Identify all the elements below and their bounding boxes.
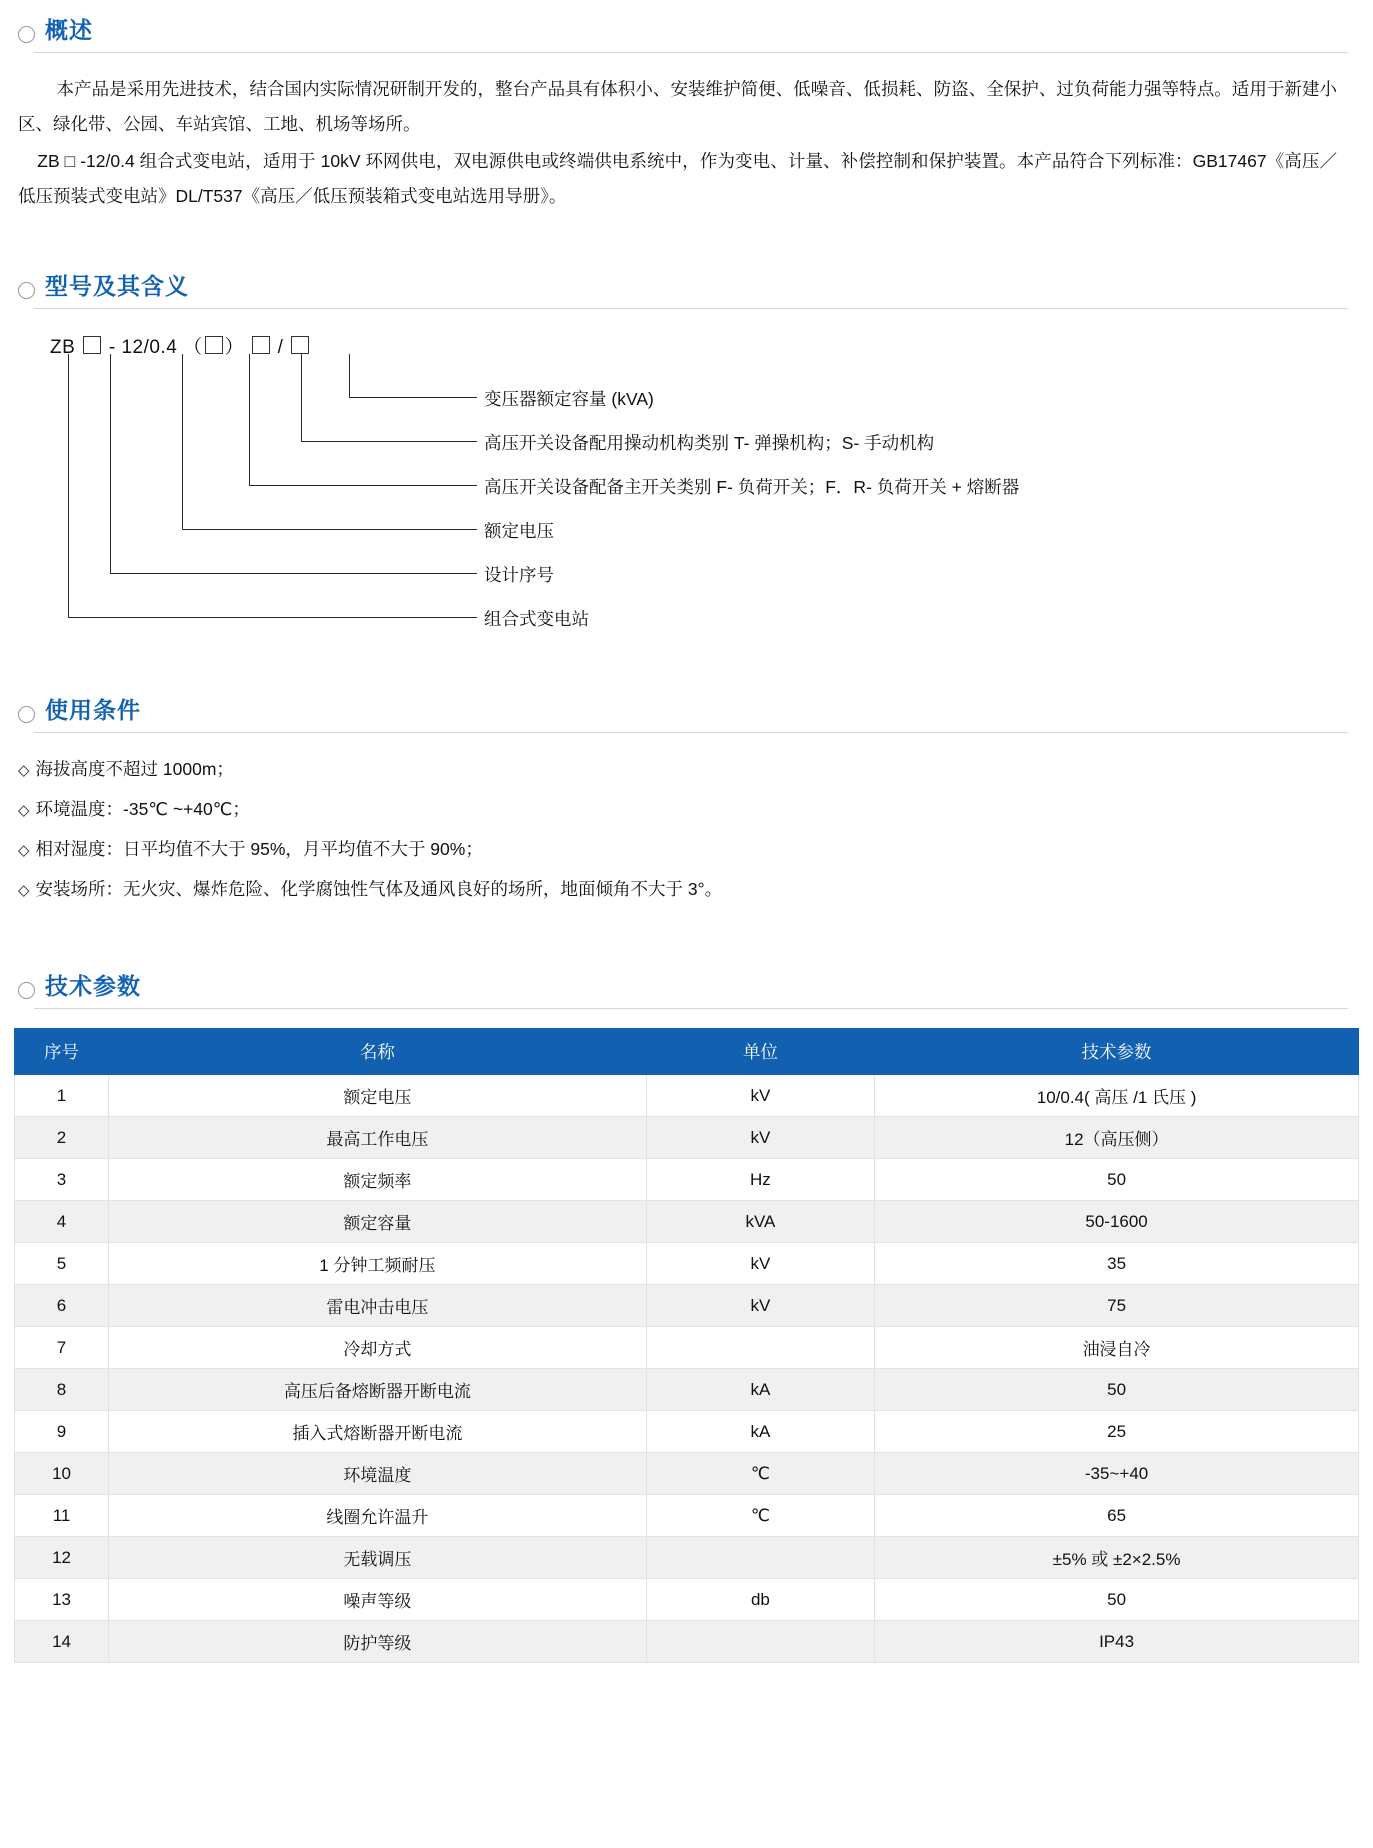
column-header-value: 技术参数 [875, 1029, 1359, 1075]
list-item-label: 海拔高度不超过 1000m； [35, 759, 234, 779]
cell-value: 50 [875, 1369, 1359, 1411]
section-title: 技术参数 [45, 973, 141, 999]
cell-value: 25 [875, 1411, 1359, 1453]
section-model [0, 256, 1373, 629]
cell-unit: ℃ [646, 1495, 874, 1537]
section-title: 使用条件 [45, 697, 141, 723]
overview-paragraph: ZB □ -12/0.4 组合式变电站，适用于 10kV 环网供电，双电源供电或终端供电系统中，作为变电、计量、补偿控制和保护装置。本产品符合下列标准：GB17467《高压／低压预装式变电站》DL/T537《高压／低压预装箱式变电站选用导册》。 [18, 151, 1337, 206]
leader-line [68, 354, 477, 618]
table-row [15, 1075, 1359, 1117]
cell-value: 12（高压侧） [875, 1117, 1359, 1159]
cell-unit: kV [646, 1243, 874, 1285]
cell-no: 6 [15, 1285, 109, 1327]
divider [34, 52, 1348, 53]
section-params [0, 956, 1373, 1663]
legend-label: 变压器额定容量 (kVA) [484, 389, 654, 409]
cell-unit: ℃ [646, 1453, 874, 1495]
cell-no: 7 [15, 1327, 109, 1369]
cell-unit [646, 1537, 874, 1579]
cell-no: 2 [15, 1117, 109, 1159]
table-row [15, 1117, 1359, 1159]
cell-no: 5 [15, 1243, 109, 1285]
cell-unit [646, 1621, 874, 1663]
column-header-no: 序号 [15, 1029, 109, 1075]
table-row [15, 1579, 1359, 1621]
table-row [15, 1285, 1359, 1327]
model-code-prefix: ZB [50, 337, 76, 358]
cell-name: 冷却方式 [109, 1327, 647, 1369]
cell-name: 雷电冲击电压 [109, 1285, 647, 1327]
cell-name: 无载调压 [109, 1537, 647, 1579]
cell-value: 10/0.4( 高压 /1 氏压 ) [875, 1075, 1359, 1117]
diamond-icon: ◇ [18, 882, 30, 899]
cell-no: 11 [15, 1495, 109, 1537]
table-row [15, 1453, 1359, 1495]
cell-unit: kV [646, 1285, 874, 1327]
legend-label: 额定电压 [484, 521, 554, 541]
list-item [18, 790, 1337, 830]
table-row [15, 1621, 1359, 1663]
conditions-list [18, 750, 1337, 910]
section-title: 概述 [45, 17, 93, 43]
cell-unit: Hz [646, 1159, 874, 1201]
cell-value: 50 [875, 1579, 1359, 1621]
params-table-body [15, 1075, 1359, 1663]
section-header-overview [18, 0, 1348, 54]
cell-name: 最高工作电压 [109, 1117, 647, 1159]
divider [34, 1008, 1348, 1009]
section-title: 型号及其含义 [45, 273, 189, 299]
diamond-icon: ◇ [18, 762, 30, 779]
list-item-label: 安装场所：无火灾、爆炸危险、化学腐蚀性气体及通风良好的场所，地面倾角不大于 3°。 [35, 879, 723, 899]
cell-name: 插入式熔断器开断电流 [109, 1411, 647, 1453]
table-header-row [15, 1029, 1359, 1075]
code-placeholder-box [205, 336, 223, 354]
code-placeholder-box [83, 336, 101, 354]
cell-no: 10 [15, 1453, 109, 1495]
cell-unit: kV [646, 1117, 874, 1159]
cell-no: 12 [15, 1537, 109, 1579]
model-code-slash: / [277, 337, 284, 358]
divider [34, 732, 1348, 733]
cell-unit: kA [646, 1411, 874, 1453]
cell-unit: db [646, 1579, 874, 1621]
ring-icon [18, 706, 35, 723]
cell-no: 3 [15, 1159, 109, 1201]
table-row [15, 1159, 1359, 1201]
list-item [18, 870, 1337, 910]
column-header-unit: 单位 [646, 1029, 874, 1075]
list-item [18, 830, 1337, 870]
cell-no: 1 [15, 1075, 109, 1117]
diamond-icon: ◇ [18, 802, 30, 819]
cell-unit: kVA [646, 1201, 874, 1243]
cell-unit: kV [646, 1075, 874, 1117]
model-code-paren-close: ） [224, 337, 245, 358]
cell-value: 35 [875, 1243, 1359, 1285]
ring-icon [18, 282, 35, 299]
cell-no: 8 [15, 1369, 109, 1411]
table-row [15, 1411, 1359, 1453]
ring-icon [18, 26, 35, 43]
table-row [15, 1243, 1359, 1285]
section-header-params [18, 956, 1348, 1010]
model-code-paren-open: （ [183, 337, 203, 358]
cell-value: ±5% 或 ±2×2.5% [875, 1537, 1359, 1579]
divider [34, 308, 1348, 309]
cell-no: 13 [15, 1579, 109, 1621]
cell-name: 线圈允许温升 [109, 1495, 647, 1537]
section-header-model [18, 256, 1348, 310]
table-row [15, 1201, 1359, 1243]
cell-value: IP43 [875, 1621, 1359, 1663]
list-item-label: 相对湿度：日平均值不大于 95%，月平均值不大于 90%； [35, 839, 483, 859]
model-designation-diagram [0, 332, 1373, 629]
cell-value: -35~+40 [875, 1453, 1359, 1495]
section-overview [0, 0, 1373, 214]
code-placeholder-box [252, 336, 270, 354]
params-table [14, 1028, 1359, 1663]
section-conditions [0, 680, 1373, 910]
cell-value: 50-1600 [875, 1201, 1359, 1243]
cell-value: 75 [875, 1285, 1359, 1327]
ring-icon [18, 982, 35, 999]
cell-unit [646, 1327, 874, 1369]
cell-name: 高压后备熔断器开断电流 [109, 1369, 647, 1411]
cell-unit: kA [646, 1369, 874, 1411]
model-code-mid: - 12/0.4 [108, 337, 178, 358]
section-header-conditions [18, 680, 1348, 734]
legend-label: 高压开关设备配备主开关类别 F- 负荷开关；F．R- 负荷开关 + 熔断器 [484, 477, 1020, 497]
cell-no: 4 [15, 1201, 109, 1243]
cell-name: 防护等级 [109, 1621, 647, 1663]
cell-no: 9 [15, 1411, 109, 1453]
cell-no: 14 [15, 1621, 109, 1663]
cell-value: 油浸自冷 [875, 1327, 1359, 1369]
cell-name: 噪声等级 [109, 1579, 647, 1621]
cell-name: 额定频率 [109, 1159, 647, 1201]
code-placeholder-box [291, 336, 309, 354]
list-item-label: 环境温度：-35℃ ~+40℃； [35, 799, 250, 819]
diamond-icon: ◇ [18, 842, 30, 859]
overview-paragraph: 本产品是采用先进技术，结合国内实际情况研制开发的，整台产品具有体积小、安装维护简便、低噪音、低损耗、防盗、全保护、过负荷能力强等特点。适用于新建小区、绿化带、公园、车站宾馆、工地、机场等场所。 [18, 79, 1337, 134]
cell-name: 额定容量 [109, 1201, 647, 1243]
table-row [15, 1537, 1359, 1579]
overview-body [18, 72, 1337, 214]
column-header-name: 名称 [109, 1029, 647, 1075]
table-row [15, 1327, 1359, 1369]
list-item [18, 750, 1337, 790]
table-row [15, 1369, 1359, 1411]
cell-name: 环境温度 [109, 1453, 647, 1495]
table-row [15, 1495, 1359, 1537]
cell-value: 65 [875, 1495, 1359, 1537]
cell-name: 额定电压 [109, 1075, 647, 1117]
params-table-wrapper [14, 1028, 1359, 1663]
legend-label: 组合式变电站 [484, 609, 589, 629]
cell-value: 50 [875, 1159, 1359, 1201]
legend-label: 设计序号 [484, 565, 554, 585]
cell-name: 1 分钟工频耐压 [109, 1243, 647, 1285]
legend-label: 高压开关设备配用操动机构类别 T- 弹操机构；S- 手动机构 [484, 433, 935, 453]
